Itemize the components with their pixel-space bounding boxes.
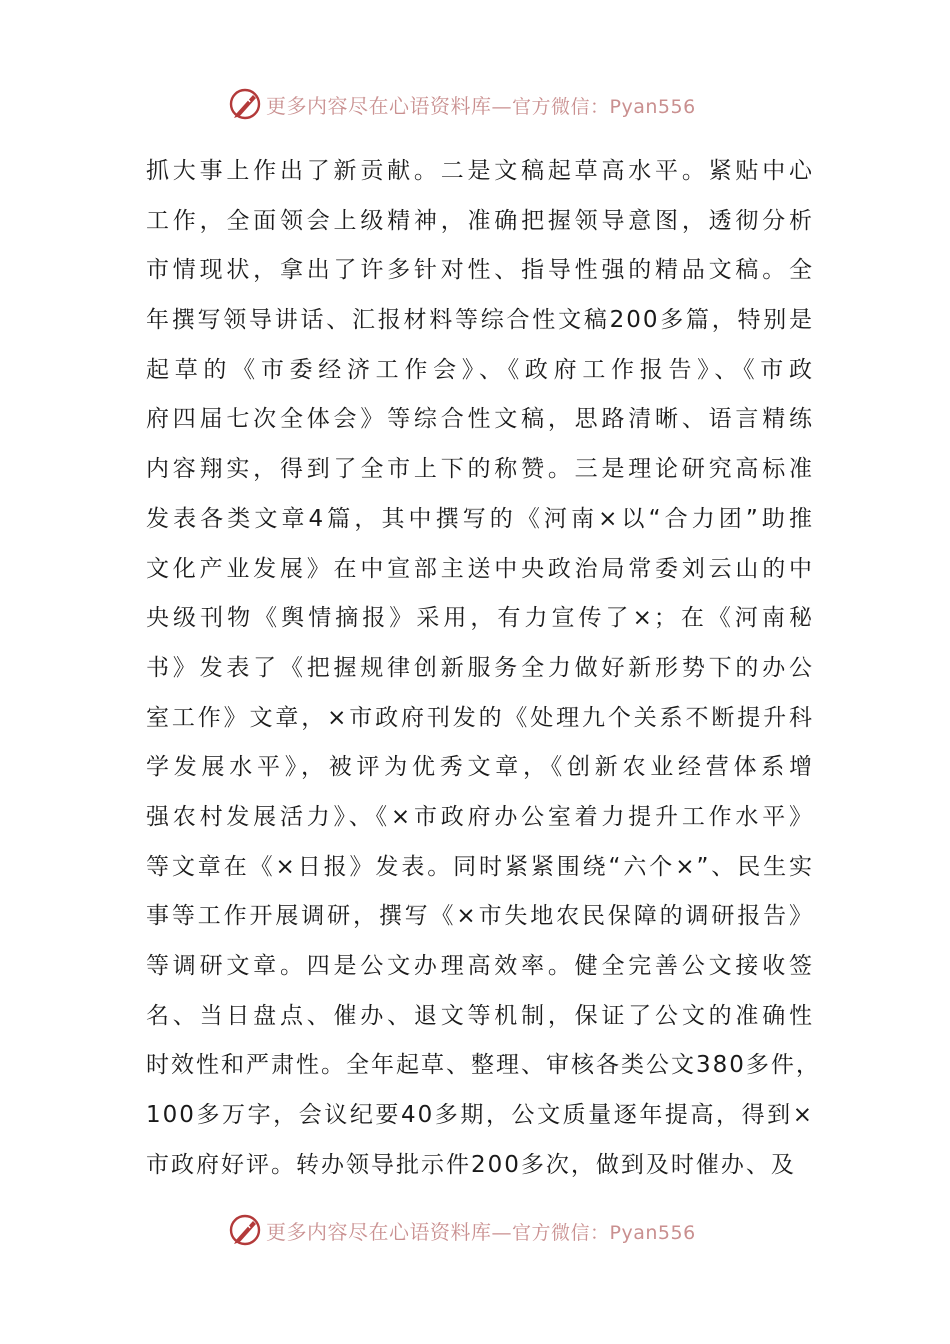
body-text-line: 名、当日盘点、催办、退文等机制，保证了公文的准确性: [146, 1002, 814, 1029]
footer-banner-main: 更多内容尽在心语资料库—: [266, 1219, 512, 1244]
body-text-line: 强农村发展活力》、《×市政府办公室着力提升工作水平》: [146, 803, 814, 830]
header-banner-main: 更多内容尽在心语资料库—: [266, 93, 512, 118]
footer-banner: [228, 1210, 748, 1250]
body-text-line: 事等工作开展调研，撰写《×市失地农民保障的调研报告》: [146, 903, 814, 930]
header-banner-wechat: 官方微信：Pyan556: [512, 95, 696, 118]
body-text-line: 文化产业发展》在中宣部主送中央政治局常委刘云山的中: [146, 555, 814, 582]
body-text-line: 市政府好评。转办领导批示件200多次，做到及时催办、及: [146, 1151, 796, 1178]
footer-banner-wechat: 官方微信：Pyan556: [512, 1221, 696, 1244]
body-text-line: 府四届七次全体会》等综合性文稿，思路清晰、语言精练: [146, 406, 814, 433]
body-text-line: 市情现状，拿出了许多针对性、指导性强的精品文稿。全: [146, 257, 814, 284]
header-banner-text: [266, 90, 696, 119]
document-body: [146, 147, 821, 1190]
pen-logo-icon: [228, 1213, 262, 1247]
footer-banner-text: [266, 1216, 696, 1245]
body-text-line: 等调研文章。四是公文办理高效率。健全完善公文接收签: [146, 953, 814, 979]
body-text-line: 抓大事上作出了新贡献。二是文稿起草高水平。紧贴中心: [146, 158, 814, 184]
body-text-line: 书》发表了《把握规律创新服务全力做好新形势下的办公: [146, 654, 814, 681]
body-text-line: 时效性和严肃性。全年起草、整理、审核各类公文380多件，: [146, 1052, 821, 1079]
header-banner: [228, 84, 748, 124]
body-text-line: 学发展水平》，被评为优秀文章，《创新农业经营体系增: [146, 754, 814, 781]
body-text-line: 工作，全面领会上级精神，准确把握领导意图，透彻分析: [146, 207, 814, 234]
body-text-line: 100多万字，会议纪要40多期，公文质量逐年提高，得到×: [146, 1102, 814, 1129]
pen-logo-icon: [228, 87, 262, 121]
body-text-line: 发表各类文章4篇，其中撰写的《河南×以“合力团”助推: [146, 505, 814, 532]
body-text-line: 年撰写领导讲话、汇报材料等综合性文稿200多篇，特别是: [146, 307, 814, 334]
body-text-line: 央级刊物《舆情摘报》采用，有力宣传了×；在《河南秘: [146, 605, 814, 632]
body-text-line: 等文章在《×日报》发表。同时紧紧围绕“六个×”、民生实: [146, 853, 814, 880]
body-text-line: 室工作》文章，×市政府刊发的《处理九个关系不断提升科: [146, 704, 814, 731]
body-text-line: 起草的《市委经济工作会》、《政府工作报告》、《市政: [146, 356, 814, 383]
body-text-line: 内容翔实，得到了全市上下的称赞。三是理论研究高标准: [146, 456, 814, 483]
